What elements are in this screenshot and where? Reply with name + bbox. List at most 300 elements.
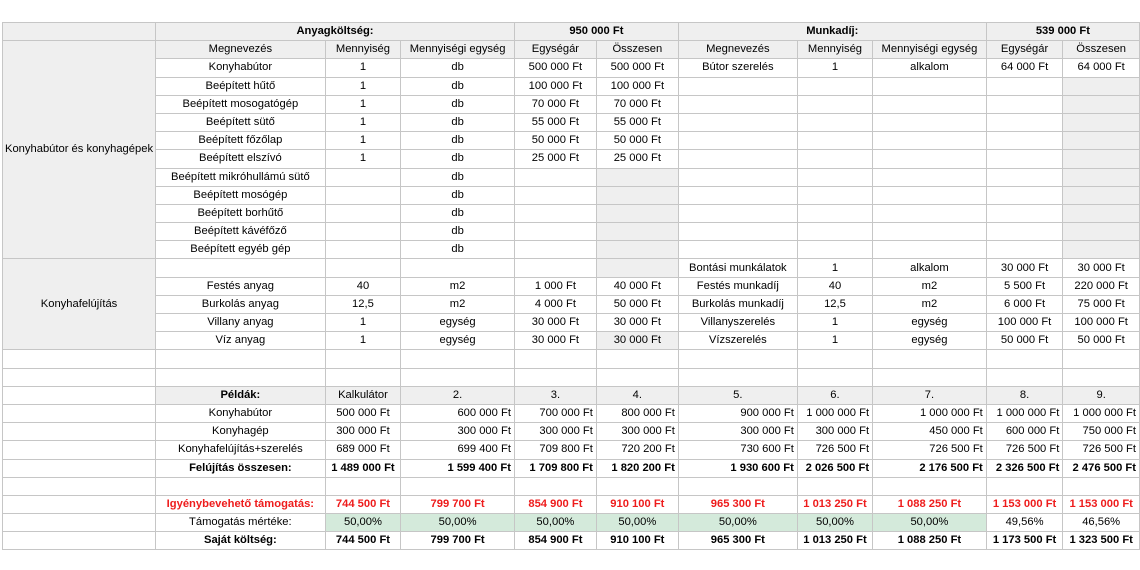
example-cell: 300 000 Ft xyxy=(325,423,401,441)
labor-cell xyxy=(678,204,797,222)
labor-cell xyxy=(678,77,797,95)
material-cell: 30 000 Ft xyxy=(596,314,678,332)
labor-cell xyxy=(986,186,1063,204)
material-cell: 70 000 Ft xyxy=(596,95,678,113)
labor-cell: m2 xyxy=(873,277,987,295)
material-cell xyxy=(325,223,401,241)
example-cell: 50,00% xyxy=(401,514,515,532)
empty-cell xyxy=(3,495,156,513)
material-cell xyxy=(325,168,401,186)
labor-cell xyxy=(873,186,987,204)
labor-cell xyxy=(873,113,987,131)
labor-cell xyxy=(1063,241,1140,259)
header-megnevezes-labor: Megnevezés xyxy=(678,41,797,59)
material-cell xyxy=(325,259,401,277)
example-cell: 854 900 Ft xyxy=(514,495,596,513)
material-cell: Víz anyag xyxy=(156,332,326,350)
example-cell: 300 000 Ft xyxy=(401,423,515,441)
labor-cell xyxy=(797,132,872,150)
labor-cell: 50 000 Ft xyxy=(986,332,1063,350)
labor-cell: egység xyxy=(873,332,987,350)
empty-cell xyxy=(986,477,1063,495)
example-cell: 50,00% xyxy=(873,514,987,532)
material-cell: 25 000 Ft xyxy=(514,150,596,168)
labor-cell xyxy=(986,132,1063,150)
example-cell: 744 500 Ft xyxy=(325,495,401,513)
material-cell: 70 000 Ft xyxy=(514,95,596,113)
example-cell: Konyhagép xyxy=(156,423,326,441)
labor-cost-label: Munkadíj: xyxy=(678,23,986,41)
material-cell: 1 000 Ft xyxy=(514,277,596,295)
empty-cell xyxy=(514,477,596,495)
table-row xyxy=(3,223,1140,241)
material-cell xyxy=(514,259,596,277)
header-megnevezes: Megnevezés xyxy=(156,41,326,59)
labor-cell: 50 000 Ft xyxy=(1063,332,1140,350)
header-mennyiseg-labor: Mennyiség xyxy=(797,41,872,59)
example-cell: 799 700 Ft xyxy=(401,532,515,550)
example-cell: 600 000 Ft xyxy=(986,423,1063,441)
material-cell: m2 xyxy=(401,295,515,313)
empty-cell xyxy=(986,350,1063,368)
material-cell: 12,5 xyxy=(325,295,401,313)
labor-cell: 5 500 Ft xyxy=(986,277,1063,295)
material-cell: 55 000 Ft xyxy=(596,113,678,131)
labor-cell: 220 000 Ft xyxy=(1063,277,1140,295)
labor-cell xyxy=(1063,150,1140,168)
spacer-row xyxy=(3,477,1140,495)
example-cell: 900 000 Ft xyxy=(678,404,797,422)
material-cell: Festés anyag xyxy=(156,277,326,295)
header-osszesen: Összesen xyxy=(596,41,678,59)
empty-cell xyxy=(514,350,596,368)
example-cell: 2 476 500 Ft xyxy=(1063,459,1140,477)
empty-cell xyxy=(1063,477,1140,495)
material-cell xyxy=(596,204,678,222)
labor-cell xyxy=(986,204,1063,222)
labor-cell: 64 000 Ft xyxy=(1063,59,1140,77)
example-cell: 3. xyxy=(514,386,596,404)
material-cell: egység xyxy=(401,314,515,332)
example-cell: 8. xyxy=(986,386,1063,404)
example-cell: 700 000 Ft xyxy=(514,404,596,422)
example-cell: Konyhafelújítás+szerelés xyxy=(156,441,326,459)
material-cell: 30 000 Ft xyxy=(514,332,596,350)
example-cell: 1 489 000 Ft xyxy=(325,459,401,477)
labor-cell: 100 000 Ft xyxy=(1063,314,1140,332)
labor-cell: 1 xyxy=(797,59,872,77)
labor-cell xyxy=(797,113,872,131)
material-cell: db xyxy=(401,59,515,77)
material-cell: 50 000 Ft xyxy=(596,132,678,150)
empty-cell xyxy=(156,368,326,386)
empty-cell xyxy=(678,368,797,386)
material-cell: Burkolás anyag xyxy=(156,295,326,313)
labor-cell: 6 000 Ft xyxy=(986,295,1063,313)
empty-cell xyxy=(156,350,326,368)
material-cell: 100 000 Ft xyxy=(514,77,596,95)
material-cell: Beépített egyéb gép xyxy=(156,241,326,259)
example-cell: 910 100 Ft xyxy=(596,495,678,513)
material-cell xyxy=(596,259,678,277)
example-cell: 1 323 500 Ft xyxy=(1063,532,1140,550)
empty-cell xyxy=(325,350,401,368)
header-osszesen-labor: Összesen xyxy=(1063,41,1140,59)
labor-cell: alkalom xyxy=(873,259,987,277)
example-cell: 1 820 200 Ft xyxy=(596,459,678,477)
empty-cell xyxy=(797,368,872,386)
table-row xyxy=(3,423,1140,441)
example-cell: 965 300 Ft xyxy=(678,532,797,550)
section-label-renovation: Konyhafelújítás xyxy=(3,259,156,350)
material-cell: db xyxy=(401,186,515,204)
empty-cell xyxy=(514,368,596,386)
labor-cell xyxy=(873,132,987,150)
header-egysegar: Egységár xyxy=(514,41,596,59)
labor-cell xyxy=(873,204,987,222)
example-cell: 300 000 Ft xyxy=(596,423,678,441)
example-cell: 50,00% xyxy=(514,514,596,532)
material-cell: db xyxy=(401,113,515,131)
material-cell xyxy=(401,259,515,277)
example-cell: 46,56% xyxy=(1063,514,1140,532)
example-cell: 2 326 500 Ft xyxy=(986,459,1063,477)
material-cell: 50 000 Ft xyxy=(596,295,678,313)
example-cell: 450 000 Ft xyxy=(873,423,987,441)
labor-cell: 40 xyxy=(797,277,872,295)
material-cell: db xyxy=(401,223,515,241)
labor-cell xyxy=(1063,132,1140,150)
material-cell: egység xyxy=(401,332,515,350)
material-cell: 1 xyxy=(325,332,401,350)
empty-cell xyxy=(596,350,678,368)
example-cell: 2. xyxy=(401,386,515,404)
material-cell: 40 000 Ft xyxy=(596,277,678,295)
labor-cell xyxy=(797,150,872,168)
example-cell: 720 200 Ft xyxy=(596,441,678,459)
material-cell: Beépített elszívó xyxy=(156,150,326,168)
example-cell: 726 500 Ft xyxy=(873,441,987,459)
material-cell: 1 xyxy=(325,59,401,77)
section-label-kitchen: Konyhabútor és konyhagépek xyxy=(3,41,156,259)
labor-cell xyxy=(1063,186,1140,204)
example-cell: 7. xyxy=(873,386,987,404)
empty-cell xyxy=(1063,350,1140,368)
material-cell: db xyxy=(401,204,515,222)
table-row xyxy=(3,241,1140,259)
table-row xyxy=(3,495,1140,513)
labor-cell: 30 000 Ft xyxy=(986,259,1063,277)
labor-cell xyxy=(678,113,797,131)
material-cell: 1 xyxy=(325,77,401,95)
material-cell: Beépített mosógép xyxy=(156,186,326,204)
material-cell: db xyxy=(401,241,515,259)
empty-cell xyxy=(3,514,156,532)
table-row xyxy=(3,150,1140,168)
labor-cell: 100 000 Ft xyxy=(986,314,1063,332)
table-row xyxy=(3,259,1140,277)
example-cell: 1 000 000 Ft xyxy=(873,404,987,422)
empty-cell xyxy=(401,477,515,495)
empty-cell xyxy=(3,386,156,404)
material-cost-label: Anyagköltség: xyxy=(156,23,515,41)
labor-cell xyxy=(797,186,872,204)
example-cell: 1 153 000 Ft xyxy=(986,495,1063,513)
table-row xyxy=(3,404,1140,422)
material-cell: 1 xyxy=(325,113,401,131)
example-cell: 6. xyxy=(797,386,872,404)
labor-cell xyxy=(797,223,872,241)
example-cell: 726 500 Ft xyxy=(986,441,1063,459)
example-cell: Példák: xyxy=(156,386,326,404)
example-cell: 2 026 500 Ft xyxy=(797,459,872,477)
empty-cell xyxy=(3,532,156,550)
material-cell: 55 000 Ft xyxy=(514,113,596,131)
example-cell: 744 500 Ft xyxy=(325,532,401,550)
empty-cell xyxy=(325,368,401,386)
example-cell: 1 599 400 Ft xyxy=(401,459,515,477)
example-cell: 799 700 Ft xyxy=(401,495,515,513)
labor-cell xyxy=(986,113,1063,131)
header-egyseg-labor: Mennyiségi egység xyxy=(873,41,987,59)
sheet-body xyxy=(3,23,1140,550)
example-cell: 1 000 000 Ft xyxy=(986,404,1063,422)
example-cell: Konyhabútor xyxy=(156,404,326,422)
labor-cell xyxy=(797,204,872,222)
labor-cell xyxy=(1063,113,1140,131)
table-row xyxy=(3,132,1140,150)
material-cell: db xyxy=(401,132,515,150)
material-cost-total: 950 000 Ft xyxy=(514,23,678,41)
labor-cell xyxy=(986,77,1063,95)
empty-cell xyxy=(678,350,797,368)
material-cell xyxy=(514,168,596,186)
material-cell: 1 xyxy=(325,314,401,332)
empty-cell xyxy=(3,368,156,386)
material-cell xyxy=(596,223,678,241)
labor-cell: 1 xyxy=(797,314,872,332)
labor-cell xyxy=(678,186,797,204)
material-cell: 40 xyxy=(325,277,401,295)
labor-cell xyxy=(986,241,1063,259)
material-cell xyxy=(325,186,401,204)
empty-cell xyxy=(3,404,156,422)
material-cell: 25 000 Ft xyxy=(596,150,678,168)
labor-cell xyxy=(873,95,987,113)
material-cell: Beépített kávéfőző xyxy=(156,223,326,241)
example-cell: 750 000 Ft xyxy=(1063,423,1140,441)
example-cell: 965 300 Ft xyxy=(678,495,797,513)
example-cell: 300 000 Ft xyxy=(797,423,872,441)
empty-cell xyxy=(1063,368,1140,386)
table-row xyxy=(3,386,1140,404)
labor-cell xyxy=(1063,204,1140,222)
example-cell: 689 000 Ft xyxy=(325,441,401,459)
material-cell: 4 000 Ft xyxy=(514,295,596,313)
spacer-row xyxy=(3,350,1140,368)
material-cell xyxy=(514,241,596,259)
labor-cell xyxy=(873,223,987,241)
cost-spreadsheet xyxy=(2,22,1140,550)
example-cell: 910 100 Ft xyxy=(596,532,678,550)
labor-cell xyxy=(797,77,872,95)
example-cell: 50,00% xyxy=(596,514,678,532)
example-cell: Igyénybevehető támogatás: xyxy=(156,495,326,513)
empty-cell xyxy=(3,350,156,368)
material-cell: Beépített sütő xyxy=(156,113,326,131)
example-cell: 1 013 250 Ft xyxy=(797,532,872,550)
example-cell: 50,00% xyxy=(797,514,872,532)
material-cell xyxy=(514,204,596,222)
material-cell xyxy=(156,259,326,277)
empty-cell xyxy=(3,423,156,441)
example-cell: 1 088 250 Ft xyxy=(873,495,987,513)
material-cell: 1 xyxy=(325,150,401,168)
example-cell: 300 000 Ft xyxy=(678,423,797,441)
example-cell: 1 153 000 Ft xyxy=(1063,495,1140,513)
material-cell: 500 000 Ft xyxy=(514,59,596,77)
labor-cell: m2 xyxy=(873,295,987,313)
labor-cell: 64 000 Ft xyxy=(986,59,1063,77)
labor-cell xyxy=(873,77,987,95)
labor-cell xyxy=(873,168,987,186)
example-cell: 854 900 Ft xyxy=(514,532,596,550)
labor-cell xyxy=(678,132,797,150)
labor-cell xyxy=(986,95,1063,113)
example-cell: 50,00% xyxy=(678,514,797,532)
labor-cell: 1 xyxy=(797,259,872,277)
material-cell: db xyxy=(401,77,515,95)
empty-cell xyxy=(156,477,326,495)
labor-cell xyxy=(1063,77,1140,95)
example-cell: 726 500 Ft xyxy=(1063,441,1140,459)
labor-cell xyxy=(873,150,987,168)
example-cell: 4. xyxy=(596,386,678,404)
example-cell: 699 400 Ft xyxy=(401,441,515,459)
material-cell xyxy=(596,186,678,204)
empty-cell xyxy=(678,477,797,495)
example-cell: 2 176 500 Ft xyxy=(873,459,987,477)
table-row xyxy=(3,314,1140,332)
example-cell: 49,56% xyxy=(986,514,1063,532)
material-cell: db xyxy=(401,150,515,168)
material-cell: Beépített mosogatógép xyxy=(156,95,326,113)
example-cell: 1 930 600 Ft xyxy=(678,459,797,477)
material-cell: 500 000 Ft xyxy=(596,59,678,77)
table-row xyxy=(3,95,1140,113)
labor-cell xyxy=(1063,95,1140,113)
labor-cell xyxy=(986,168,1063,186)
labor-cell xyxy=(873,241,987,259)
table-row xyxy=(3,277,1140,295)
material-cell: 100 000 Ft xyxy=(596,77,678,95)
example-cell: 600 000 Ft xyxy=(401,404,515,422)
material-cell: Beépített borhűtő xyxy=(156,204,326,222)
labor-cell: Bontási munkálatok xyxy=(678,259,797,277)
material-cell: Beépített főzőlap xyxy=(156,132,326,150)
labor-cell xyxy=(797,168,872,186)
labor-cell xyxy=(678,223,797,241)
example-cell: Felújítás összesen: xyxy=(156,459,326,477)
labor-cell xyxy=(678,241,797,259)
spacer-row xyxy=(3,368,1140,386)
material-cell: Beépített mikróhullámú sütő xyxy=(156,168,326,186)
example-cell: 50,00% xyxy=(325,514,401,532)
labor-cell xyxy=(678,95,797,113)
material-cell: 1 xyxy=(325,95,401,113)
labor-cell xyxy=(986,150,1063,168)
material-cell: Beépített hűtő xyxy=(156,77,326,95)
empty-cell xyxy=(325,477,401,495)
material-cell: Villany anyag xyxy=(156,314,326,332)
labor-cell: 75 000 Ft xyxy=(1063,295,1140,313)
empty-cell xyxy=(797,350,872,368)
labor-cell xyxy=(1063,223,1140,241)
table-row xyxy=(3,168,1140,186)
table-row xyxy=(3,459,1140,477)
example-cell: 1 013 250 Ft xyxy=(797,495,872,513)
example-cell: 1 088 250 Ft xyxy=(873,532,987,550)
labor-cell: egység xyxy=(873,314,987,332)
material-cell xyxy=(514,186,596,204)
table-row xyxy=(3,113,1140,131)
labor-cell: Festés munkadíj xyxy=(678,277,797,295)
empty-cell xyxy=(3,441,156,459)
empty-cell xyxy=(3,459,156,477)
example-cell: 709 800 Ft xyxy=(514,441,596,459)
labor-cell: Burkolás munkadíj xyxy=(678,295,797,313)
labor-cost-total: 539 000 Ft xyxy=(986,23,1139,41)
example-cell: 800 000 Ft xyxy=(596,404,678,422)
example-cell: 730 600 Ft xyxy=(678,441,797,459)
labor-cell: Vízszerelés xyxy=(678,332,797,350)
example-cell: Kalkulátor xyxy=(325,386,401,404)
example-cell: 1 000 000 Ft xyxy=(797,404,872,422)
material-cell: 1 xyxy=(325,132,401,150)
example-cell: 5. xyxy=(678,386,797,404)
labor-cell: 30 000 Ft xyxy=(1063,259,1140,277)
table-row xyxy=(3,204,1140,222)
header-egysegar-labor: Egységár xyxy=(986,41,1063,59)
material-cell: m2 xyxy=(401,277,515,295)
material-cell xyxy=(596,241,678,259)
example-cell: Támogatás mértéke: xyxy=(156,514,326,532)
material-cell xyxy=(325,241,401,259)
labor-cell: 1 xyxy=(797,332,872,350)
example-cell: Saját költség: xyxy=(156,532,326,550)
material-cell xyxy=(514,223,596,241)
table-row xyxy=(3,295,1140,313)
example-cell: 500 000 Ft xyxy=(325,404,401,422)
table-row xyxy=(3,441,1140,459)
example-cell: 1 709 800 Ft xyxy=(514,459,596,477)
labor-cell: 12,5 xyxy=(797,295,872,313)
empty-cell xyxy=(873,368,987,386)
empty-cell xyxy=(401,368,515,386)
material-cell xyxy=(596,168,678,186)
header-mennyiseg: Mennyiség xyxy=(325,41,401,59)
labor-cell: alkalom xyxy=(873,59,987,77)
empty-cell xyxy=(986,368,1063,386)
empty-cell xyxy=(797,477,872,495)
labor-cell xyxy=(797,95,872,113)
table-row xyxy=(3,77,1140,95)
example-cell: 1 000 000 Ft xyxy=(1063,404,1140,422)
labor-cell: Villanyszerelés xyxy=(678,314,797,332)
material-cell: Konyhabútor xyxy=(156,59,326,77)
material-cell xyxy=(325,204,401,222)
labor-cell xyxy=(678,168,797,186)
